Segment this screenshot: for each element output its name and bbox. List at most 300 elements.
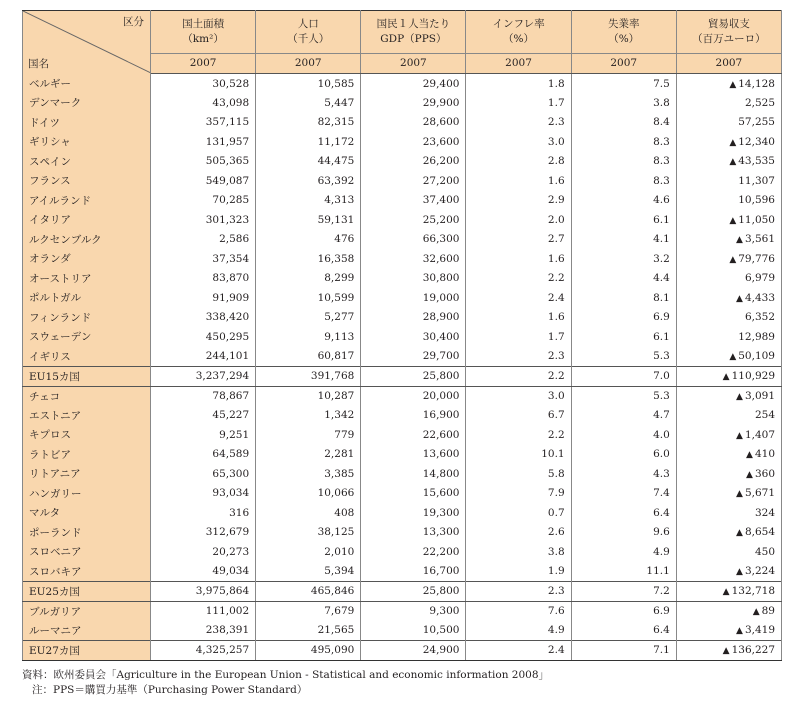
column-header-line2: （千人） xyxy=(287,33,330,45)
table-row xyxy=(23,269,782,289)
gdp-cell: 28,900 xyxy=(361,308,466,328)
unemployment-cell: 6.4 xyxy=(571,503,676,523)
population-cell: 60,817 xyxy=(256,347,361,367)
population-cell: 8,299 xyxy=(256,269,361,289)
gdp-cell: 19,000 xyxy=(361,288,466,308)
column-header-line2: （%） xyxy=(503,33,535,45)
gdp-cell: 16,900 xyxy=(361,406,466,426)
unemployment-cell: 7.2 xyxy=(571,581,676,601)
country-name-cell: スペイン xyxy=(23,152,151,172)
table-body xyxy=(23,74,782,661)
trade-balance-cell xyxy=(676,503,781,523)
area-cell: 244,101 xyxy=(151,347,256,367)
trade-balance-cell xyxy=(676,484,781,504)
trade-balance-cell xyxy=(676,249,781,269)
negative-triangle-icon: ▲ xyxy=(729,79,737,90)
table-row xyxy=(23,386,782,406)
trade-balance-value: 6,979 xyxy=(744,272,775,285)
trade-balance-value: 360 xyxy=(754,467,775,480)
gdp-cell: 28,600 xyxy=(361,113,466,133)
inflation-cell: 1.7 xyxy=(466,93,571,113)
inflation-cell: 3.8 xyxy=(466,542,571,562)
inflation-cell: 2.3 xyxy=(466,347,571,367)
column-header-unemployment xyxy=(571,11,676,54)
unemployment-cell: 5.3 xyxy=(571,386,676,406)
gdp-cell: 13,300 xyxy=(361,523,466,543)
inflation-cell: 2.6 xyxy=(466,523,571,543)
trade-balance-value: 6,352 xyxy=(744,311,775,324)
negative-triangle-icon: ▲ xyxy=(746,450,753,461)
unemployment-cell: 7.1 xyxy=(571,640,676,660)
table-row xyxy=(23,523,782,543)
unemployment-cell: 6.1 xyxy=(571,210,676,230)
trade-balance-value: 3,561 xyxy=(744,233,775,246)
inflation-cell: 2.7 xyxy=(466,230,571,250)
year-header: 2007 xyxy=(571,54,676,74)
trade-balance-value: 3,224 xyxy=(744,565,775,577)
area-cell: 20,273 xyxy=(151,542,256,562)
inflation-cell: 3.0 xyxy=(466,132,571,152)
country-name-cell: イギリス xyxy=(23,347,151,367)
negative-triangle-icon: ▲ xyxy=(722,646,730,656)
inflation-cell: 10.1 xyxy=(466,445,571,465)
area-cell: 30,528 xyxy=(151,74,256,94)
gdp-cell: 9,300 xyxy=(361,601,466,621)
country-name-cell: チェコ xyxy=(23,386,151,406)
column-header-line1: インフレ率 xyxy=(492,18,545,30)
unemployment-cell: 5.3 xyxy=(571,347,676,367)
footnote: 注：PPS＝購買力基準（Purchasing Power Standard） xyxy=(32,684,308,696)
trade-balance-value: 132,718 xyxy=(731,585,775,597)
table-row xyxy=(23,93,782,113)
gdp-cell: 10,500 xyxy=(361,621,466,641)
trade-balance-cell xyxy=(676,74,781,94)
gdp-cell: 29,700 xyxy=(361,347,466,367)
area-cell: 357,115 xyxy=(151,113,256,133)
trade-balance-value: 2,525 xyxy=(744,96,775,109)
eu-statistics-table xyxy=(22,10,782,661)
country-name-cell: フィンランド xyxy=(23,308,151,328)
table-row xyxy=(23,113,782,133)
year-header: 2007 xyxy=(676,54,781,74)
area-cell: 49,034 xyxy=(151,562,256,582)
area-cell: 78,867 xyxy=(151,386,256,406)
table-row xyxy=(23,171,782,191)
unemployment-cell: 11.1 xyxy=(571,562,676,582)
unemployment-cell: 8.1 xyxy=(571,288,676,308)
area-cell: 37,354 xyxy=(151,249,256,269)
negative-triangle-icon: ▲ xyxy=(736,528,743,539)
trade-balance-cell xyxy=(676,464,781,484)
inflation-cell: 7.9 xyxy=(466,484,571,504)
area-cell: 238,391 xyxy=(151,621,256,641)
column-header-line2: （%） xyxy=(608,33,640,45)
trade-balance-cell xyxy=(676,93,781,113)
area-cell: 131,957 xyxy=(151,132,256,152)
negative-triangle-icon: ▲ xyxy=(736,235,743,246)
table-row xyxy=(23,406,782,426)
gdp-cell: 25,800 xyxy=(361,581,466,601)
column-header-trade-balance xyxy=(676,11,781,54)
country-name-cell: マルタ xyxy=(23,503,151,523)
trade-balance-cell xyxy=(676,269,781,289)
negative-triangle-icon: ▲ xyxy=(736,392,743,402)
country-name-cell: エストニア xyxy=(23,406,151,426)
area-cell: 43,098 xyxy=(151,93,256,113)
area-cell: 93,034 xyxy=(151,484,256,504)
column-header-line2: （百万ユーロ） xyxy=(692,33,766,45)
year-header: 2007 xyxy=(466,54,571,74)
unemployment-cell: 8.3 xyxy=(571,171,676,191)
unemployment-cell: 4.3 xyxy=(571,464,676,484)
source-note: 資料：欧州委員会「Agriculture in the European Union - Statistical and economic information 2008」 xyxy=(22,669,550,681)
country-name-cell: ポーランド xyxy=(23,523,151,543)
country-name-cell: フランス xyxy=(23,171,151,191)
column-header-line1: 国土面積 xyxy=(182,18,225,30)
trade-balance-cell xyxy=(676,523,781,543)
population-cell: 779 xyxy=(256,425,361,445)
column-header-gdp xyxy=(361,11,466,54)
inflation-cell: 2.3 xyxy=(466,113,571,133)
gdp-cell: 22,200 xyxy=(361,542,466,562)
negative-triangle-icon: ▲ xyxy=(736,293,743,304)
unemployment-cell: 3.8 xyxy=(571,93,676,113)
gdp-cell: 13,600 xyxy=(361,445,466,465)
table-row xyxy=(23,230,782,250)
year-header: 2007 xyxy=(256,54,361,74)
area-cell: 70,285 xyxy=(151,191,256,211)
trade-balance-value: 11,050 xyxy=(738,213,775,226)
unemployment-cell: 4.6 xyxy=(571,191,676,211)
trade-balance-cell xyxy=(676,601,781,621)
unemployment-cell: 8.3 xyxy=(571,152,676,172)
year-header: 2007 xyxy=(361,54,466,74)
gdp-cell: 20,000 xyxy=(361,386,466,406)
population-cell: 5,394 xyxy=(256,562,361,582)
unemployment-cell: 7.4 xyxy=(571,484,676,504)
area-cell: 338,420 xyxy=(151,308,256,328)
unemployment-cell: 6.9 xyxy=(571,601,676,621)
country-name-cell: ラトビア xyxy=(23,445,151,465)
population-cell: 44,475 xyxy=(256,152,361,172)
population-cell: 10,287 xyxy=(256,386,361,406)
area-cell: 549,087 xyxy=(151,171,256,191)
trade-balance-cell xyxy=(676,288,781,308)
unemployment-cell: 4.0 xyxy=(571,425,676,445)
gdp-cell: 15,600 xyxy=(361,484,466,504)
population-cell: 21,565 xyxy=(256,621,361,641)
gdp-cell: 27,200 xyxy=(361,171,466,191)
inflation-cell: 6.7 xyxy=(466,406,571,426)
country-name-cell: スウェーデン xyxy=(23,327,151,347)
country-name-cell: ハンガリー xyxy=(23,484,151,504)
negative-triangle-icon: ▲ xyxy=(729,215,737,226)
gdp-cell: 23,600 xyxy=(361,132,466,152)
trade-balance-value: 79,776 xyxy=(738,252,775,265)
inflation-cell: 1.6 xyxy=(466,249,571,269)
trade-balance-value: 43,535 xyxy=(738,155,775,168)
population-cell: 10,599 xyxy=(256,288,361,308)
trade-balance-value: 4,433 xyxy=(744,291,775,304)
trade-balance-value: 89 xyxy=(761,605,775,617)
area-cell: 45,227 xyxy=(151,406,256,426)
area-cell: 9,251 xyxy=(151,425,256,445)
table-row xyxy=(23,347,782,367)
trade-balance-value: 12,340 xyxy=(738,135,775,148)
table-row xyxy=(23,74,782,94)
trade-balance-cell xyxy=(676,171,781,191)
negative-triangle-icon: ▲ xyxy=(736,567,743,577)
country-name-cell: ルーマニア xyxy=(23,621,151,641)
unemployment-cell: 7.0 xyxy=(571,366,676,386)
table-row xyxy=(23,308,782,328)
inflation-cell: 0.7 xyxy=(466,503,571,523)
gdp-cell: 24,900 xyxy=(361,640,466,660)
trade-balance-cell xyxy=(676,230,781,250)
total-row xyxy=(23,366,782,386)
unemployment-cell: 8.3 xyxy=(571,132,676,152)
column-header-line2: （km²） xyxy=(182,33,224,45)
trade-balance-value: 8,654 xyxy=(744,526,775,539)
population-cell: 465,846 xyxy=(256,581,361,601)
country-name-cell: ポルトガル xyxy=(23,288,151,308)
negative-triangle-icon: ▲ xyxy=(722,372,730,382)
table-row xyxy=(23,327,782,347)
trade-balance-cell xyxy=(676,445,781,465)
country-name-cell: EU27カ国 xyxy=(23,640,151,660)
table-row xyxy=(23,562,782,582)
table-row xyxy=(23,621,782,641)
column-header-line1: 貿易収支 xyxy=(707,18,750,30)
population-cell: 38,125 xyxy=(256,523,361,543)
inflation-cell: 1.6 xyxy=(466,171,571,191)
unemployment-cell: 8.4 xyxy=(571,113,676,133)
country-name-cell: ベルギー xyxy=(23,74,151,94)
population-cell: 1,342 xyxy=(256,406,361,426)
corner-header-cell xyxy=(23,11,151,74)
country-name-cell: オランダ xyxy=(23,249,151,269)
column-header-inflation xyxy=(466,11,571,54)
area-cell: 111,002 xyxy=(151,601,256,621)
trade-balance-cell xyxy=(676,581,781,601)
area-cell: 83,870 xyxy=(151,269,256,289)
population-cell: 3,385 xyxy=(256,464,361,484)
country-name-cell: EU15カ国 xyxy=(23,366,151,386)
country-name-cell: EU25カ国 xyxy=(23,581,151,601)
inflation-cell: 2.3 xyxy=(466,581,571,601)
gdp-cell: 29,400 xyxy=(361,74,466,94)
gdp-cell: 14,800 xyxy=(361,464,466,484)
unemployment-cell: 4.4 xyxy=(571,269,676,289)
trade-balance-cell xyxy=(676,640,781,660)
trade-balance-value: 324 xyxy=(754,506,775,519)
table-row xyxy=(23,601,782,621)
trade-balance-value: 50,109 xyxy=(738,350,775,362)
unemployment-cell: 7.5 xyxy=(571,74,676,94)
population-cell: 11,172 xyxy=(256,132,361,152)
trade-balance-cell xyxy=(676,308,781,328)
column-header-line2: GDP（PPS） xyxy=(380,33,447,45)
unemployment-cell: 3.2 xyxy=(571,249,676,269)
inflation-cell: 1.8 xyxy=(466,74,571,94)
population-cell: 63,392 xyxy=(256,171,361,191)
trade-balance-cell xyxy=(676,386,781,406)
inflation-cell: 2.4 xyxy=(466,288,571,308)
country-name-cell: オーストリア xyxy=(23,269,151,289)
area-cell: 4,325,257 xyxy=(151,640,256,660)
gdp-cell: 37,400 xyxy=(361,191,466,211)
area-cell: 91,909 xyxy=(151,288,256,308)
negative-triangle-icon: ▲ xyxy=(729,254,737,265)
area-cell: 316 xyxy=(151,503,256,523)
country-name-cell: イタリア xyxy=(23,210,151,230)
unemployment-cell: 9.6 xyxy=(571,523,676,543)
population-cell: 9,113 xyxy=(256,327,361,347)
population-cell: 476 xyxy=(256,230,361,250)
trade-balance-cell xyxy=(676,113,781,133)
population-cell: 2,281 xyxy=(256,445,361,465)
table-row xyxy=(23,445,782,465)
gdp-cell: 30,400 xyxy=(361,327,466,347)
population-cell: 10,585 xyxy=(256,74,361,94)
trade-balance-cell xyxy=(676,152,781,172)
unemployment-cell: 6.4 xyxy=(571,621,676,641)
trade-balance-value: 14,128 xyxy=(738,77,775,90)
column-header-area xyxy=(151,11,256,54)
trade-balance-value: 110,929 xyxy=(731,370,775,382)
population-cell: 5,447 xyxy=(256,93,361,113)
gdp-cell: 26,200 xyxy=(361,152,466,172)
negative-triangle-icon: ▲ xyxy=(729,157,737,168)
negative-triangle-icon: ▲ xyxy=(722,587,730,597)
column-header-line1: 失業率 xyxy=(607,18,640,30)
trade-balance-value: 3,091 xyxy=(744,390,775,402)
country-name-cell: ブルガリア xyxy=(23,601,151,621)
population-cell: 5,277 xyxy=(256,308,361,328)
inflation-cell: 2.0 xyxy=(466,210,571,230)
population-cell: 4,313 xyxy=(256,191,361,211)
corner-label-category: 区分 xyxy=(123,16,144,28)
trade-balance-cell xyxy=(676,406,781,426)
negative-triangle-icon: ▲ xyxy=(729,352,737,362)
table-row xyxy=(23,503,782,523)
column-header-line1: 人口 xyxy=(297,18,319,30)
population-cell: 16,358 xyxy=(256,249,361,269)
population-cell: 10,066 xyxy=(256,484,361,504)
inflation-cell: 4.9 xyxy=(466,621,571,641)
trade-balance-value: 410 xyxy=(754,448,775,461)
area-cell: 3,975,864 xyxy=(151,581,256,601)
area-cell: 64,589 xyxy=(151,445,256,465)
trade-balance-cell xyxy=(676,621,781,641)
unemployment-cell: 6.1 xyxy=(571,327,676,347)
negative-triangle-icon: ▲ xyxy=(746,469,753,480)
eu-statistics-table-container xyxy=(22,10,782,661)
country-name-cell: ドイツ xyxy=(23,113,151,133)
gdp-cell: 25,800 xyxy=(361,366,466,386)
table-row xyxy=(23,210,782,230)
table-row xyxy=(23,249,782,269)
trade-balance-cell xyxy=(676,562,781,582)
area-cell: 505,365 xyxy=(151,152,256,172)
inflation-cell: 2.2 xyxy=(466,425,571,445)
inflation-cell: 7.6 xyxy=(466,601,571,621)
trade-balance-value: 12,989 xyxy=(738,330,775,343)
corner-label-country: 国名 xyxy=(28,57,49,70)
trade-balance-cell xyxy=(676,425,781,445)
country-name-cell: ルクセンブルク xyxy=(23,230,151,250)
country-name-cell: スロベニア xyxy=(23,542,151,562)
gdp-cell: 16,700 xyxy=(361,562,466,582)
area-cell: 3,237,294 xyxy=(151,366,256,386)
column-header-population xyxy=(256,11,361,54)
gdp-cell: 66,300 xyxy=(361,230,466,250)
gdp-cell: 22,600 xyxy=(361,425,466,445)
trade-balance-value: 3,419 xyxy=(744,624,775,636)
trade-balance-cell xyxy=(676,327,781,347)
unemployment-cell: 4.7 xyxy=(571,406,676,426)
inflation-cell: 2.2 xyxy=(466,269,571,289)
population-cell: 2,010 xyxy=(256,542,361,562)
column-header-line1: 国民１人当たり xyxy=(376,18,451,30)
negative-triangle-icon: ▲ xyxy=(736,430,743,441)
population-cell: 495,090 xyxy=(256,640,361,660)
trade-balance-value: 10,596 xyxy=(738,194,775,207)
inflation-cell: 3.0 xyxy=(466,386,571,406)
inflation-cell: 2.9 xyxy=(466,191,571,211)
gdp-cell: 29,900 xyxy=(361,93,466,113)
inflation-cell: 5.8 xyxy=(466,464,571,484)
area-cell: 450,295 xyxy=(151,327,256,347)
total-row xyxy=(23,640,782,660)
trade-balance-cell xyxy=(676,542,781,562)
table-row xyxy=(23,132,782,152)
unemployment-cell: 4.1 xyxy=(571,230,676,250)
negative-triangle-icon: ▲ xyxy=(736,626,743,636)
population-cell: 82,315 xyxy=(256,113,361,133)
country-name-cell: アイルランド xyxy=(23,191,151,211)
table-row xyxy=(23,464,782,484)
total-row xyxy=(23,581,782,601)
gdp-cell: 32,600 xyxy=(361,249,466,269)
trade-balance-cell xyxy=(676,347,781,367)
table-row xyxy=(23,288,782,308)
negative-triangle-icon: ▲ xyxy=(736,489,743,500)
unemployment-cell: 6.0 xyxy=(571,445,676,465)
gdp-cell: 25,200 xyxy=(361,210,466,230)
trade-balance-value: 11,307 xyxy=(738,174,775,187)
trade-balance-value: 136,227 xyxy=(731,644,775,656)
unemployment-cell: 6.9 xyxy=(571,308,676,328)
gdp-cell: 30,800 xyxy=(361,269,466,289)
table-row xyxy=(23,484,782,504)
trade-balance-value: 254 xyxy=(754,409,775,422)
unemployment-cell: 4.9 xyxy=(571,542,676,562)
population-cell: 59,131 xyxy=(256,210,361,230)
population-cell: 391,768 xyxy=(256,366,361,386)
country-name-cell: リトアニア xyxy=(23,464,151,484)
population-cell: 7,679 xyxy=(256,601,361,621)
inflation-cell: 1.7 xyxy=(466,327,571,347)
inflation-cell: 2.8 xyxy=(466,152,571,172)
table-row xyxy=(23,542,782,562)
table-notes xyxy=(22,668,549,698)
area-cell: 65,300 xyxy=(151,464,256,484)
trade-balance-cell xyxy=(676,366,781,386)
gdp-cell: 19,300 xyxy=(361,503,466,523)
trade-balance-cell xyxy=(676,210,781,230)
year-header: 2007 xyxy=(151,54,256,74)
